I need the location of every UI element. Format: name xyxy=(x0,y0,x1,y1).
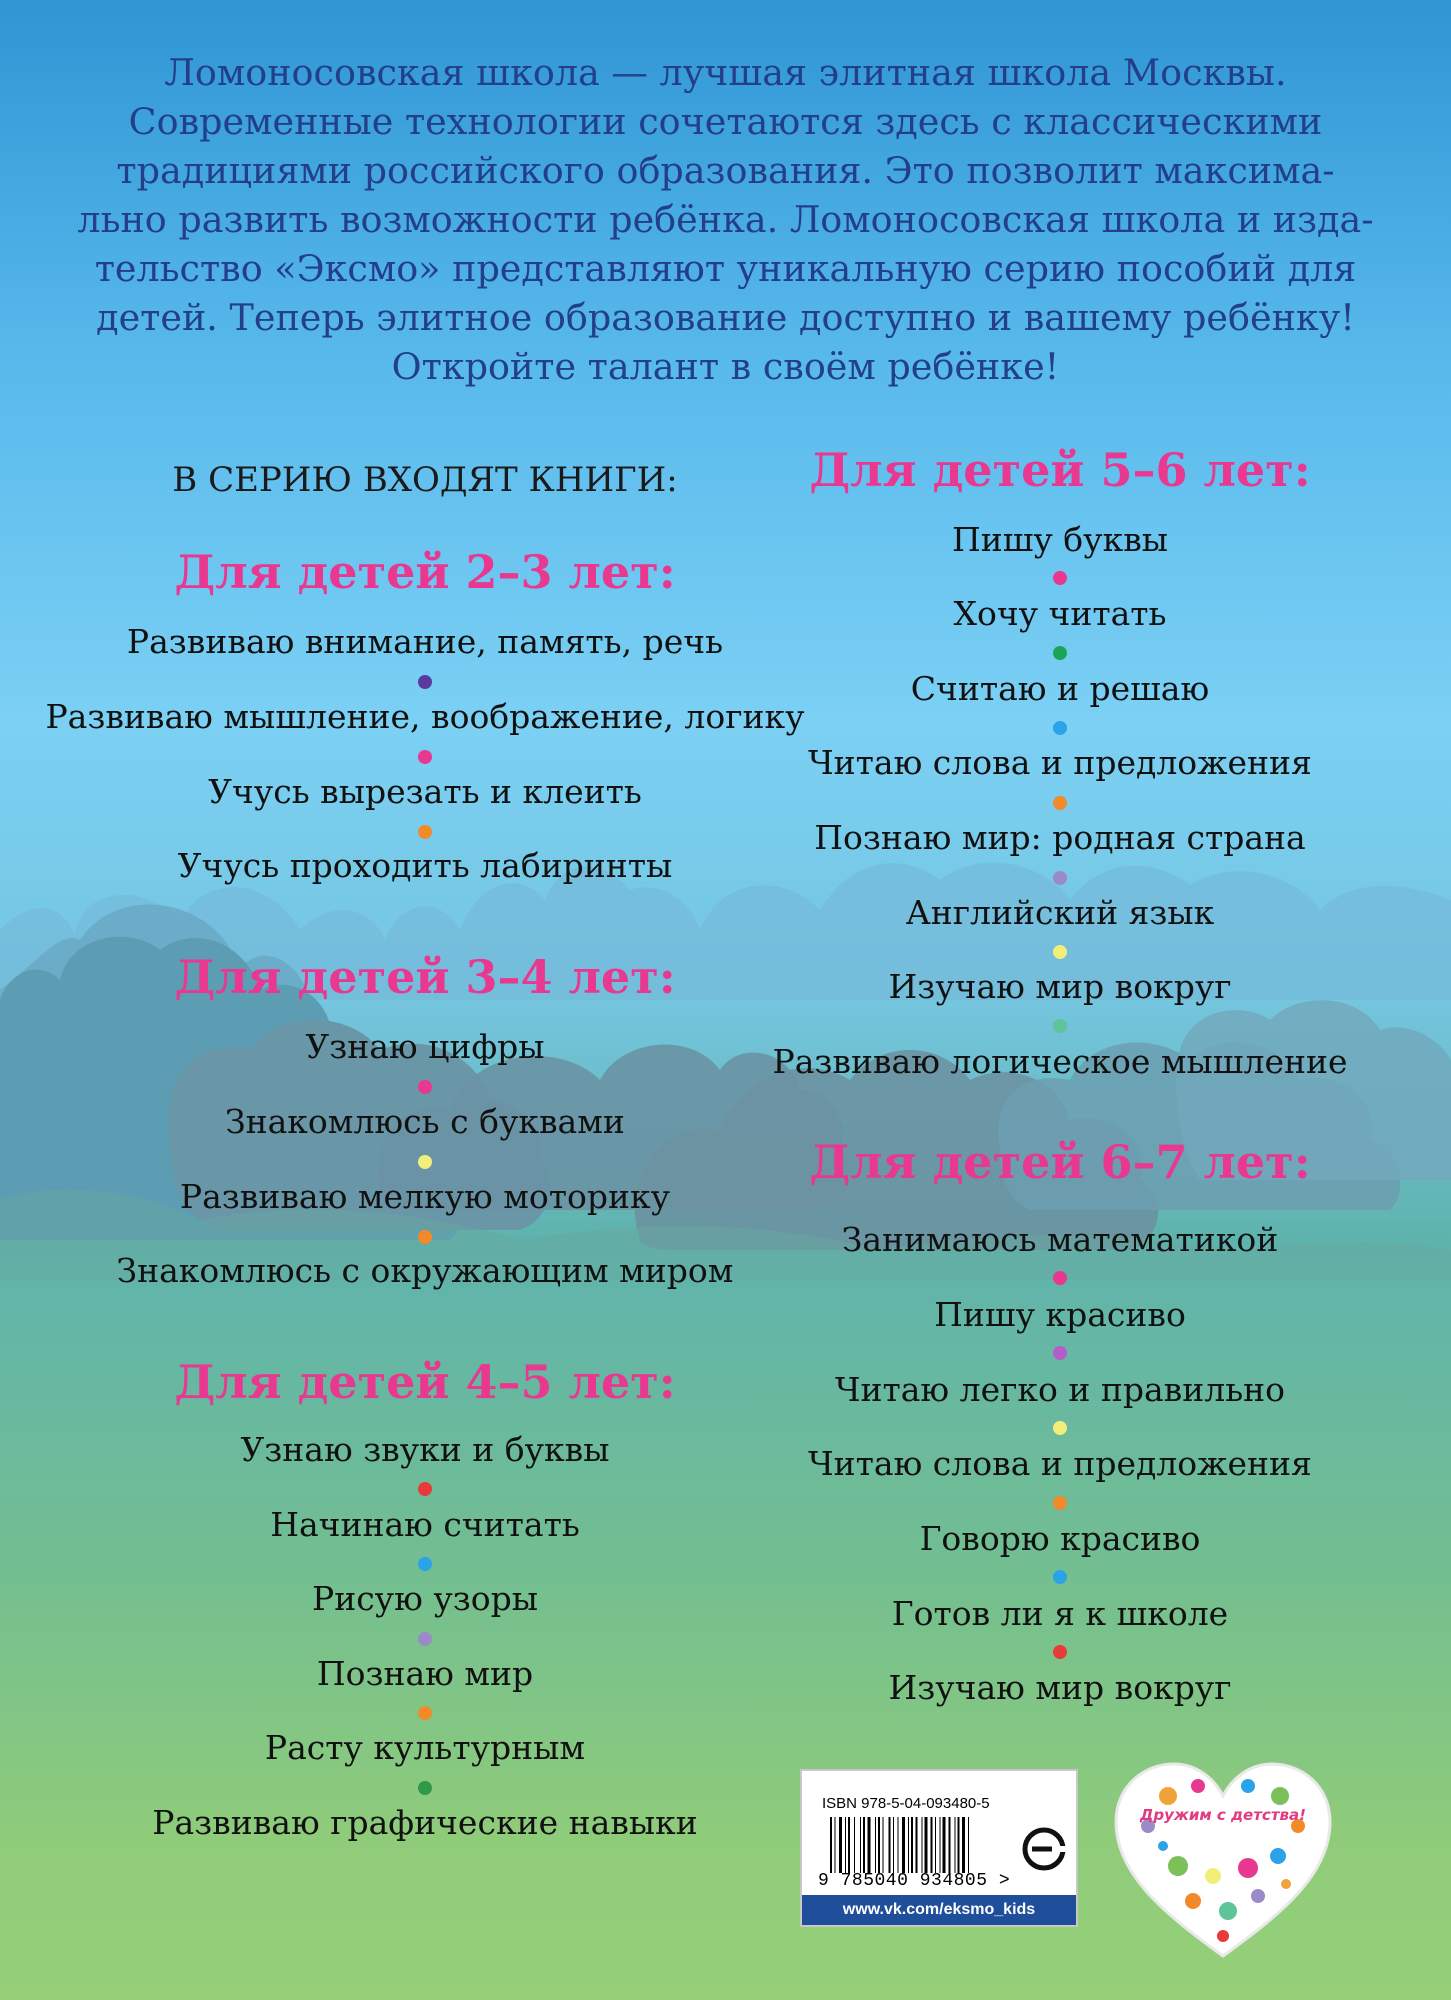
eksmo-logo-icon xyxy=(1022,1827,1066,1871)
book-title: Расту культурным xyxy=(264,1728,586,1767)
book-title: Готов ли я к школе xyxy=(891,1594,1229,1633)
group-heading-3-4: Для детей 3–4 лет: xyxy=(174,950,676,1004)
book-title: Развиваю мышление, воображение, логику xyxy=(45,697,805,736)
separator-dot xyxy=(418,1781,432,1795)
separator-dot xyxy=(1053,871,1067,885)
separator-dot xyxy=(418,825,432,839)
separator-dot xyxy=(1053,796,1067,810)
separator-dot xyxy=(1053,1019,1067,1033)
separator-dot xyxy=(1053,1421,1067,1435)
book-title: Познаю мир: родная страна xyxy=(814,818,1306,857)
separator-dot xyxy=(418,675,432,689)
intro-line: Современные технологии сочетаются здесь с классическими xyxy=(128,100,1323,143)
vk-link[interactable]: www.vk.com/eksmo_kids xyxy=(802,1895,1076,1925)
isbn-barcode-box xyxy=(800,1769,1078,1927)
separator-dot xyxy=(418,1706,432,1720)
book-title: Развиваю внимание, память, речь xyxy=(126,622,724,661)
separator-dot xyxy=(418,750,432,764)
separator-dot xyxy=(1053,945,1067,959)
barcode-digits: 9 785040 934805 > xyxy=(818,1871,1011,1891)
book-title: Читаю слова и предложения xyxy=(808,743,1312,782)
book-title: Развиваю графические навыки xyxy=(152,1803,698,1842)
intro-line: Откройте талант в своём ребёнке! xyxy=(391,345,1060,388)
book-title: Начинаю считать xyxy=(270,1505,580,1544)
book-title: Учусь проходить лабиринты xyxy=(177,846,673,885)
separator-dot xyxy=(1053,1496,1067,1510)
separator-dot xyxy=(1053,1271,1067,1285)
separator-dot xyxy=(1053,1645,1067,1659)
separator-dot xyxy=(1053,646,1067,660)
separator-dot xyxy=(1053,1570,1067,1584)
book-title: Узнаю цифры xyxy=(305,1027,545,1066)
book-title: Английский язык xyxy=(905,893,1215,932)
book-title: Развиваю логическое мышление xyxy=(772,1042,1348,1081)
book-title: Пишу красиво xyxy=(934,1295,1186,1334)
book-title: Изучаю мир вокруг xyxy=(888,967,1232,1006)
book-title: Хочу читать xyxy=(953,594,1167,633)
barcode-icon xyxy=(830,1817,1010,1873)
book-title: Изучаю мир вокруг xyxy=(888,1668,1232,1707)
group-heading-4-5: Для детей 4–5 лет: xyxy=(174,1355,676,1409)
separator-dot xyxy=(1053,1346,1067,1360)
group-heading-2-3: Для детей 2–3 лет: xyxy=(174,545,676,599)
book-title: Пишу буквы xyxy=(951,520,1169,559)
book-title: Считаю и решаю xyxy=(910,669,1210,708)
book-title: Познаю мир xyxy=(316,1654,534,1693)
book-title: Развиваю мелкую моторику xyxy=(179,1177,671,1216)
intro-line: Ломоносовская школа — лучшая элитная школа Москвы. xyxy=(164,51,1287,94)
isbn-number: ISBN 978-5-04-093480-5 xyxy=(822,1795,990,1812)
book-title: Рисую узоры xyxy=(312,1579,538,1618)
separator-dot xyxy=(418,1080,432,1094)
separator-dot xyxy=(418,1482,432,1496)
book-title: Говорю красиво xyxy=(919,1519,1201,1558)
intro-line: традициями российского образования. Это позволит максима- xyxy=(116,149,1335,192)
book-title: Учусь вырезать и клеить xyxy=(208,772,642,811)
book-title: Знакомлюсь с окружающим миром xyxy=(116,1251,734,1290)
series-title: В СЕРИЮ ВХОДЯТ КНИГИ: xyxy=(172,460,678,500)
intro-text xyxy=(60,48,1391,391)
book-title: Занимаюсь математикой xyxy=(841,1220,1279,1259)
intro-line: льно развить возможности ребёнка. Ломоносовская школа и изда- xyxy=(77,198,1374,241)
book-title: Узнаю звуки и буквы xyxy=(240,1430,610,1469)
separator-dot xyxy=(418,1230,432,1244)
separator-dot xyxy=(1053,571,1067,585)
book-title: Знакомлюсь с буквами xyxy=(225,1102,625,1141)
intro-line: тельство «Эксмо» представляют уникальную серию пособий для xyxy=(94,247,1357,290)
group-heading-6-7: Для детей 6–7 лет: xyxy=(809,1135,1311,1189)
heart-badge-icon xyxy=(1108,1756,1338,1966)
book-title: Читаю слова и предложения xyxy=(808,1444,1312,1483)
book-title: Читаю легко и правильно xyxy=(834,1370,1286,1409)
separator-dot xyxy=(418,1155,432,1169)
intro-line: детей. Теперь элитное образование доступно и вашему ребёнку! xyxy=(96,296,1355,339)
heart-badge-text: Дружим с детства! xyxy=(1140,1806,1306,1824)
separator-dot xyxy=(1053,721,1067,735)
group-heading-5-6: Для детей 5–6 лет: xyxy=(809,443,1311,497)
separator-dot xyxy=(418,1557,432,1571)
separator-dot xyxy=(418,1632,432,1646)
